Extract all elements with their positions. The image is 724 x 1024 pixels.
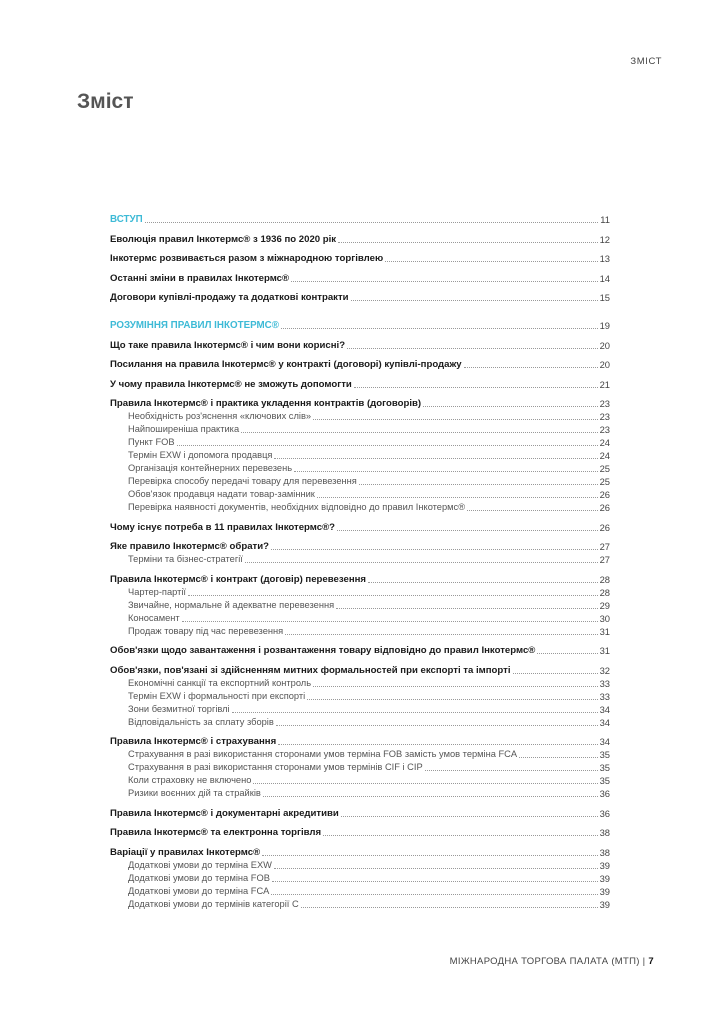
- toc-entry-sub[interactable]: [110, 553, 610, 566]
- toc-entry-title: Пункт FOB: [128, 437, 175, 447]
- toc-entry-page: 35: [599, 775, 610, 786]
- toc-entry-title: Обов'язок продавця надати товар-замінник: [128, 489, 315, 499]
- toc-entry-title: Посилання на правила Інкотермс® у контракті (договорі) купівлі-продажу: [110, 359, 462, 370]
- toc-entry-title: Страхування в разі використання сторонами умов термінів CIF і CIP: [128, 762, 423, 772]
- dot-leader: [145, 222, 599, 223]
- toc-entry-title: Додаткові умови до терміна FOB: [128, 872, 270, 883]
- running-header: ЗМІСТ: [630, 56, 662, 67]
- toc-entry-page: 13: [599, 253, 610, 264]
- toc-entry-main[interactable]: [110, 358, 610, 371]
- toc-entry-main[interactable]: [110, 233, 610, 246]
- toc-entry-page: 31: [599, 645, 610, 656]
- dot-leader: [337, 530, 598, 531]
- toc-entry-sub[interactable]: [110, 703, 610, 716]
- toc-entry-page: 32: [599, 664, 610, 676]
- toc-entry-sub[interactable]: [110, 475, 610, 488]
- toc-entry-main[interactable]: [110, 735, 610, 748]
- toc-entry-sub[interactable]: [110, 748, 610, 761]
- toc-entry-sub[interactable]: [110, 716, 610, 729]
- toc-entry-sub[interactable]: [110, 625, 610, 638]
- page-footer: [450, 956, 654, 967]
- toc-entry-title: Обов'язки, пов'язані зі здійсненням митних формальностей при експорті та імпорті: [110, 664, 511, 676]
- dot-leader: [423, 406, 597, 407]
- dot-leader: [537, 653, 597, 654]
- toc-entry-title: Коли страховку не включено: [128, 775, 252, 785]
- toc-entry-sub[interactable]: [110, 501, 610, 514]
- dot-leader: [263, 796, 598, 797]
- toc-entry-page: 12: [599, 233, 610, 245]
- toc-entry-page: 26: [599, 489, 610, 500]
- dot-leader: [359, 484, 598, 485]
- dot-leader: [336, 608, 597, 609]
- dot-leader: [347, 348, 597, 349]
- toc-entry-title: Правила Інкотермс® і страхування: [110, 736, 277, 747]
- toc-entry-sub[interactable]: [110, 787, 610, 800]
- toc-entry-page: 28: [599, 573, 610, 585]
- toc-entry-title: Правила Інкотермс® і практика укладення контрактів (договорів): [110, 398, 422, 409]
- toc-entry-main[interactable]: [110, 252, 610, 265]
- toc-entry-page: 34: [599, 736, 610, 747]
- toc-entry-title: Звичайне, нормальне й адекватне перевезення: [128, 599, 335, 610]
- toc-entry-title: Що таке правила Інкотермс® і чим вони корисні?: [110, 339, 346, 351]
- toc-entry-title: ВСТУП: [110, 214, 143, 225]
- toc-entry-sub[interactable]: [110, 488, 610, 501]
- dot-leader: [177, 445, 598, 446]
- toc-entry-sub[interactable]: [110, 462, 610, 475]
- dot-leader: [291, 281, 597, 282]
- toc-entry-page: 14: [599, 272, 610, 284]
- toc-entry-page: 25: [599, 463, 610, 474]
- toc-entry-title: Чартер-партії: [128, 586, 187, 597]
- toc-entry-title: Додаткові умови до терміна FCA: [128, 885, 270, 896]
- dot-leader: [313, 686, 597, 687]
- toc-entry-main[interactable]: [110, 339, 610, 352]
- toc-entry-title: Еволюція правил Інкотермс® з 1936 по 2020 рік: [110, 233, 337, 245]
- toc-entry-title: Перевірка способу передачі товару для перевезення: [128, 476, 357, 486]
- toc-entry-page: 23: [599, 398, 610, 409]
- dot-leader: [281, 328, 598, 329]
- toc-entry-sub[interactable]: [110, 449, 610, 462]
- toc-entry-sub[interactable]: [110, 599, 610, 612]
- toc-entry-title: Правила Інкотермс® і контракт (договір) перевезення: [110, 573, 367, 585]
- toc-entry-main[interactable]: [110, 378, 610, 391]
- toc-entry-main[interactable]: [110, 826, 610, 839]
- toc-entry-sub[interactable]: [110, 423, 610, 436]
- toc-entry-title: Необхідність роз'яснення «ключових слів»: [128, 411, 312, 421]
- toc-entry-main[interactable]: [110, 644, 610, 657]
- toc-entry-page: 26: [599, 521, 610, 533]
- toc-entry-title: Додаткові умови до терміна EXW: [128, 859, 272, 870]
- toc-entry-page: 36: [599, 788, 610, 799]
- footer-publisher: МІЖНАРОДНА ТОРГОВА ПАЛАТА (МТП): [449, 956, 640, 967]
- dot-leader: [271, 894, 597, 895]
- toc-entry-main[interactable]: [110, 540, 610, 553]
- toc-entry-title: РОЗУМІННЯ ПРАВИЛ ІНКОТЕРМС®: [110, 320, 279, 331]
- dot-leader: [182, 621, 598, 622]
- toc-entry-main[interactable]: [110, 664, 610, 677]
- table-of-contents: [110, 213, 610, 911]
- toc-entry-title: Терміни та бізнес-стратегії: [128, 554, 243, 564]
- toc-entry-main[interactable]: [110, 397, 610, 410]
- toc-entry-title: Перевірка наявності документів, необхідних відповідно до правил Інкотермс®: [128, 502, 466, 512]
- toc-entry-page: 20: [599, 359, 610, 370]
- toc-entry-sub[interactable]: [110, 436, 610, 449]
- dot-leader: [385, 261, 597, 262]
- toc-entry-page: 31: [599, 625, 610, 637]
- dot-leader: [513, 673, 598, 674]
- toc-entry-main[interactable]: [110, 521, 610, 534]
- toc-entry-title: Термін EXW і допомога продавця: [128, 450, 273, 460]
- dot-leader: [188, 595, 598, 596]
- toc-entry-page: 25: [599, 476, 610, 487]
- toc-entry-title: У чому правила Інкотермс® не зможуть допомогти: [110, 378, 352, 390]
- toc-entry-page: 11: [600, 214, 610, 225]
- toc-entry-page: 23: [599, 411, 610, 422]
- toc-entry-main[interactable]: [110, 807, 610, 820]
- dot-leader: [313, 419, 598, 420]
- dot-leader: [253, 783, 597, 784]
- dot-leader: [278, 744, 597, 745]
- dot-leader: [351, 300, 598, 301]
- dot-leader: [467, 510, 598, 511]
- toc-entry-page: 21: [599, 378, 610, 390]
- toc-entry-page: 26: [599, 502, 610, 513]
- dot-leader: [271, 549, 598, 550]
- dot-leader: [232, 712, 598, 713]
- toc-entry-page: 23: [599, 424, 610, 435]
- toc-entry-sub[interactable]: [110, 612, 610, 625]
- toc-entry-title: Додаткові умови до термінів категорії C: [128, 898, 299, 909]
- toc-entry-page: 20: [599, 339, 610, 351]
- toc-entry-title: Правила Інкотермс® та електронна торгівля: [110, 827, 322, 838]
- toc-entry-page: 34: [599, 703, 610, 715]
- toc-entry-sub[interactable]: [110, 898, 610, 911]
- toc-entry-section[interactable]: [110, 319, 610, 332]
- toc-entry-title: Термін EXW і формальності при експорті: [128, 690, 306, 701]
- dot-leader: [274, 458, 597, 459]
- toc-entry-title: Страхування в разі використання сторонами умов терміна FOB замість умов терміна FCA: [128, 749, 518, 759]
- toc-entry-title: Варіації у правилах Інкотермс®: [110, 846, 261, 858]
- dot-leader: [341, 816, 598, 817]
- toc-entry-main[interactable]: [110, 291, 610, 304]
- toc-entry-page: 33: [599, 677, 610, 689]
- page-number: 7: [648, 956, 654, 967]
- dot-leader: [425, 770, 598, 771]
- dot-leader: [338, 242, 597, 243]
- toc-entry-sub[interactable]: [110, 690, 610, 703]
- dot-leader: [307, 699, 597, 700]
- toc-entry-page: 24: [599, 450, 610, 461]
- toc-entry-page: 39: [599, 872, 610, 884]
- dot-leader: [285, 634, 597, 635]
- toc-entry-title: Організація контейнерних перевезень: [128, 463, 293, 473]
- toc-entry-page: 38: [599, 846, 610, 858]
- toc-entry-page: 30: [599, 612, 610, 624]
- toc-entry-page: 36: [599, 807, 610, 819]
- dot-leader: [276, 725, 598, 726]
- toc-entry-title: Чому існує потреба в 11 правилах Інкотермс®?: [110, 521, 335, 533]
- dot-leader: [519, 757, 597, 758]
- toc-entry-title: Правила Інкотермс® і документарні акредитиви: [110, 807, 339, 819]
- dot-leader: [272, 881, 598, 882]
- toc-entry-page: 27: [599, 541, 610, 552]
- toc-entry-page: 19: [599, 320, 610, 331]
- toc-entry-title: Продаж товару під час перевезення: [128, 625, 284, 636]
- toc-entry-page: 29: [599, 599, 610, 611]
- page-title: Зміст: [77, 90, 134, 113]
- dot-leader: [317, 497, 598, 498]
- toc-entry-sub[interactable]: [110, 774, 610, 787]
- toc-entry-page: 39: [599, 885, 610, 897]
- toc-entry-page: 28: [599, 586, 610, 598]
- dot-leader: [241, 432, 597, 433]
- toc-entry-title: Договори купівлі-продажу та додаткові контракти: [110, 292, 349, 303]
- toc-entry-sub[interactable]: [110, 677, 610, 690]
- dot-leader: [323, 835, 597, 836]
- toc-entry-title: Ризики воєнних дій та страйків: [128, 788, 261, 798]
- footer-separator: |: [642, 956, 646, 967]
- dot-leader: [301, 907, 598, 908]
- toc-entry-title: Економічні санкції та експортний контроль: [128, 677, 312, 688]
- toc-entry-page: 35: [599, 762, 610, 773]
- toc-entry-page: 39: [599, 898, 610, 910]
- toc-entry-title: Інкотермс розвивається разом з міжнародною торгівлею: [110, 253, 384, 264]
- toc-entry-page: 38: [599, 827, 610, 838]
- dot-leader: [274, 868, 598, 869]
- toc-entry-title: Зони безмитної торгівлі: [128, 703, 230, 714]
- toc-entry-sub[interactable]: [110, 859, 610, 872]
- dot-leader: [245, 562, 598, 563]
- toc-entry-section[interactable]: [110, 213, 610, 226]
- toc-entry-page: 15: [599, 292, 610, 303]
- dot-leader: [354, 387, 598, 388]
- toc-entry-title: Обов'язки щодо завантаження і розвантаження товару відповідно до правил Інкотермс®: [110, 645, 536, 656]
- toc-entry-sub[interactable]: [110, 761, 610, 774]
- dot-leader: [368, 582, 598, 583]
- toc-entry-title: Останні зміни в правилах Інкотермс®: [110, 272, 290, 284]
- toc-entry-sub[interactable]: [110, 872, 610, 885]
- toc-entry-main[interactable]: [110, 573, 610, 586]
- toc-entry-page: 24: [599, 437, 610, 448]
- toc-entry-sub[interactable]: [110, 586, 610, 599]
- toc-entry-page: 39: [599, 859, 610, 871]
- toc-entry-sub[interactable]: [110, 410, 610, 423]
- toc-entry-page: 33: [599, 690, 610, 702]
- toc-entry-main[interactable]: [110, 846, 610, 859]
- toc-entry-title: Найпоширеніша практика: [128, 424, 240, 434]
- dot-leader: [294, 471, 597, 472]
- toc-entry-page: 35: [599, 749, 610, 760]
- toc-entry-main[interactable]: [110, 272, 610, 285]
- toc-entry-title: Відповідальність за сплату зборів: [128, 716, 274, 727]
- toc-entry-title: Яке правило Інкотермс® обрати?: [110, 541, 269, 552]
- toc-entry-page: 34: [599, 716, 610, 728]
- toc-entry-sub[interactable]: [110, 885, 610, 898]
- toc-entry-title: Коносамент: [128, 612, 180, 623]
- dot-leader: [262, 855, 597, 856]
- dot-leader: [464, 367, 598, 368]
- toc-entry-page: 27: [599, 554, 610, 565]
